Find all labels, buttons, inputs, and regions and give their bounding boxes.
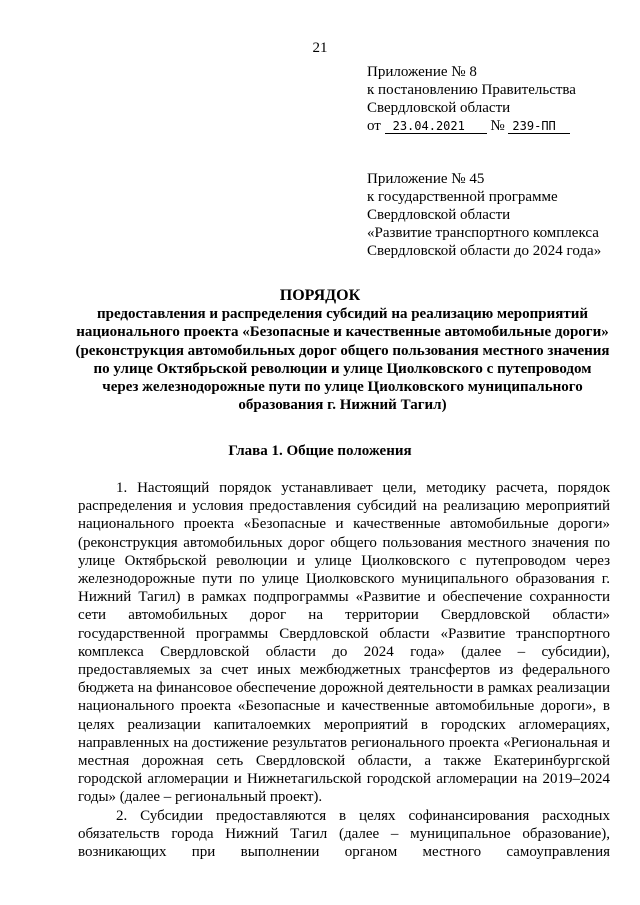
approval-date: 23.04.2021 (385, 119, 487, 134)
paragraph-2: 2. Субсидии предоставляются в целях софинансирования расходных обязательств города Нижний Тагил (далее – муниципальное образование), возникающих при выполнении органом местного самоуправления (78, 807, 610, 861)
document-subtitle: предоставления и распределения субсидий на реализацию мероприятий национального проекта «Безопасные и качественные автомобильные дороги» (реконструкция автомобильных дорог общего пользования местного значения по улице Октябрьской революции и улице Циолковского с путепроводом через железнодорожные пути по улице Циолковского муниципального образования г. Нижний Тагил) (75, 306, 610, 414)
approval-line (367, 117, 627, 135)
body-text (78, 479, 610, 861)
appendix-program-line3: Свердловской области (367, 207, 511, 223)
appendix-decree-line3: Свердловской области (367, 100, 511, 116)
appendix-program-line2: к государственной программе (367, 189, 558, 205)
chapter-heading: Глава 1. Общие положения (228, 443, 412, 459)
appendix-decree-block (367, 63, 627, 135)
appendix-program-line4: «Развитие транспортного комплекса (367, 225, 599, 241)
appendix-program-line1: Приложение № 45 (367, 171, 485, 187)
approval-prefix: от (367, 118, 381, 134)
approval-number-sign: № (490, 118, 505, 134)
appendix-decree-line1: Приложение № 8 (367, 64, 477, 80)
appendix-program-block (367, 170, 627, 260)
appendix-decree-line2: к постановлению Правительства (367, 82, 576, 98)
paragraph-1: 1. Настоящий порядок устанавливает цели, методику расчета, порядок распределения и условия предоставления субсидий на реализацию мероприятий национального проекта «Безопасные и качественные автомобильные дороги» (реконструкция автомобильных дорог общего пользования местного значения по улице Октябрьской революции и улице Циолковского с путепроводом через железнодорожные пути по улице Циолковского муниципального образования г. Нижний Тагил) в рамках подпрограммы «Развитие и обеспечение сохранности сети автомобильных дорог на территории Свердловской области» государственной программы Свердловской области «Развитие транспортного комплекса Свердловской области до 2024 года» (далее – субсидии), предоставляемых за счет иных межбюджетных трансфертов из федерального бюджета на финансовое обеспечение дорожной деятельности в рамках реализации национального проекта «Безопасные и качественные автомобильные дороги», в целях реализации капиталоемких мероприятий в городских агломерациях, направленных на достижение результатов регионального проекта «Региональная и местная дорожная сеть Свердловской области, а также Екатеринбургской городской агломерации и Нижнетагильской городской агломерации на 2019–2024 годы» (далее – региональный проект). (78, 480, 610, 806)
document-title: ПОРЯДОК (279, 287, 361, 304)
appendix-program-line5: Свердловской области до 2024 года» (367, 243, 602, 259)
approval-number: 239-ПП (508, 119, 570, 134)
page-number: 21 (312, 40, 328, 56)
